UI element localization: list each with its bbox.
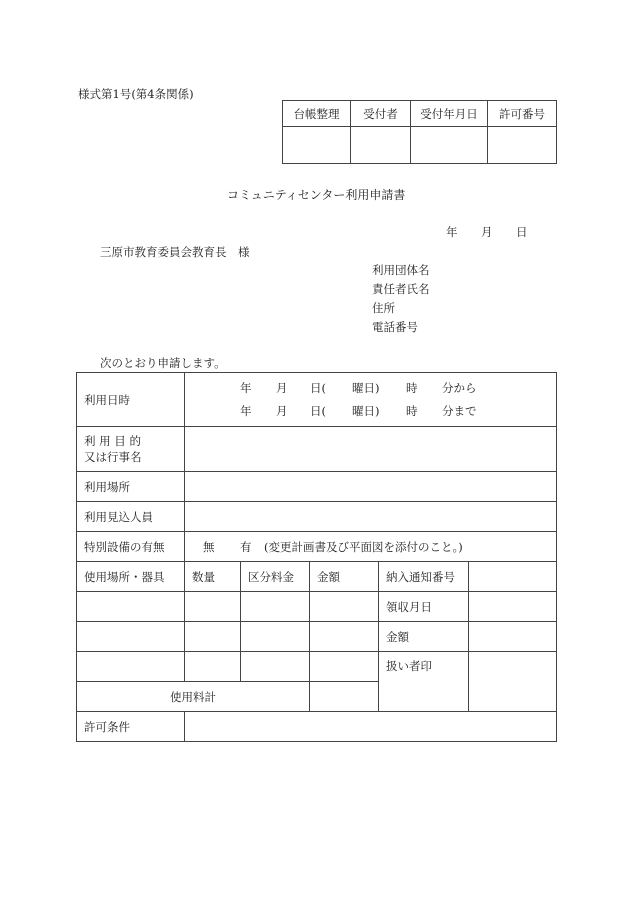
application-table (76, 372, 557, 742)
fee-cell[interactable] (310, 592, 379, 622)
fee-cell[interactable] (241, 652, 310, 682)
fee-cell[interactable] (185, 592, 241, 622)
from-day-label: 日( (310, 381, 326, 395)
payment-amount-label: 金額 (379, 622, 469, 652)
fee-cell[interactable] (241, 592, 310, 622)
equipment-none-option[interactable]: 無 (203, 539, 215, 554)
to-day-label: 日( (310, 404, 326, 418)
addressee: 三原市教育委員会教育長 様 (100, 245, 250, 259)
place-input[interactable] (185, 472, 557, 502)
fee-cell[interactable] (77, 652, 185, 682)
equipment-cell[interactable] (185, 532, 557, 562)
fee-cell[interactable] (241, 622, 310, 652)
date-month: 月 (481, 225, 493, 239)
fee-cell[interactable] (77, 622, 185, 652)
purpose-label (77, 427, 185, 472)
fee-cell[interactable] (77, 592, 185, 622)
registry-cell[interactable] (283, 127, 351, 164)
registry-header: 許可番号 (488, 101, 557, 127)
registry-cell[interactable] (351, 127, 411, 164)
purpose-input[interactable] (185, 427, 557, 472)
registry-header: 台帳整理 (283, 101, 351, 127)
usage-from-row (192, 380, 556, 396)
receipt-date-label: 領収月日 (379, 592, 469, 622)
handler-seal-input[interactable] (469, 652, 557, 712)
to-minute-label: 分まで (442, 404, 477, 418)
fee-header-place: 使用場所・器具 (77, 562, 185, 592)
form-number: 様式第1号(第4条関係) (78, 87, 194, 101)
permission-input[interactable] (185, 712, 557, 742)
date-year: 年 (446, 225, 458, 239)
intro-text: 次のとおり申請します。 (100, 356, 226, 370)
purpose-label-line2: 又は行事名 (84, 450, 142, 464)
from-year-label: 年 (240, 381, 252, 395)
total-fee-input[interactable] (310, 682, 379, 712)
fee-cell[interactable] (310, 652, 379, 682)
date-day: 日 (516, 225, 528, 239)
applicant-address-label: 住所 (372, 301, 395, 315)
attendance-input[interactable] (185, 502, 557, 532)
equipment-note: (変更計画書及び平面図を添付のこと。) (264, 539, 463, 554)
from-hour-label: 時 (406, 381, 418, 395)
attendance-label: 利用見込人員 (77, 502, 185, 532)
to-hour-label: 時 (406, 404, 418, 418)
fee-header-rate: 区分料金 (241, 562, 310, 592)
from-month-label: 月 (276, 381, 288, 395)
registry-header: 受付年月日 (411, 101, 488, 127)
fee-header-amount: 金額 (310, 562, 379, 592)
purpose-label-line1: 利 用 目 的 (84, 434, 141, 448)
registry-header: 受付者 (351, 101, 411, 127)
registry-cell[interactable] (411, 127, 488, 164)
equipment-label: 特別設備の有無 (77, 532, 185, 562)
to-year-label: 年 (240, 404, 252, 418)
receipt-date-input[interactable] (469, 592, 557, 622)
equipment-yes-option[interactable]: 有 (240, 539, 252, 554)
registry-cell[interactable] (488, 127, 557, 164)
place-label: 利用場所 (77, 472, 185, 502)
total-fee-label: 使用料計 (77, 682, 310, 712)
fee-header-quantity: 数量 (185, 562, 241, 592)
applicant-phone-label: 電話番号 (372, 320, 418, 334)
fee-cell[interactable] (310, 622, 379, 652)
permission-label: 許可条件 (77, 712, 185, 742)
handler-seal-label: 扱い者印 (379, 652, 469, 712)
applicant-responsible-label: 責任者氏名 (372, 282, 430, 296)
fee-cell[interactable] (185, 622, 241, 652)
form-title: コミュニティセンター利用申請書 (227, 188, 406, 202)
usage-datetime-cell[interactable] (185, 373, 557, 427)
usage-to-row (192, 403, 556, 419)
usage-datetime-label: 利用日時 (77, 373, 185, 427)
to-weekday-label: 曜日) (352, 404, 380, 418)
applicant-org-label: 利用団体名 (372, 263, 430, 277)
payment-amount-input[interactable] (469, 622, 557, 652)
from-weekday-label: 曜日) (352, 381, 380, 395)
fee-cell[interactable] (185, 652, 241, 682)
registry-table (282, 100, 557, 164)
equipment-options (192, 539, 556, 555)
payment-notice-label: 納入通知番号 (379, 562, 469, 592)
to-month-label: 月 (276, 404, 288, 418)
from-minute-label: 分から (442, 381, 477, 395)
payment-notice-input[interactable] (469, 562, 557, 592)
